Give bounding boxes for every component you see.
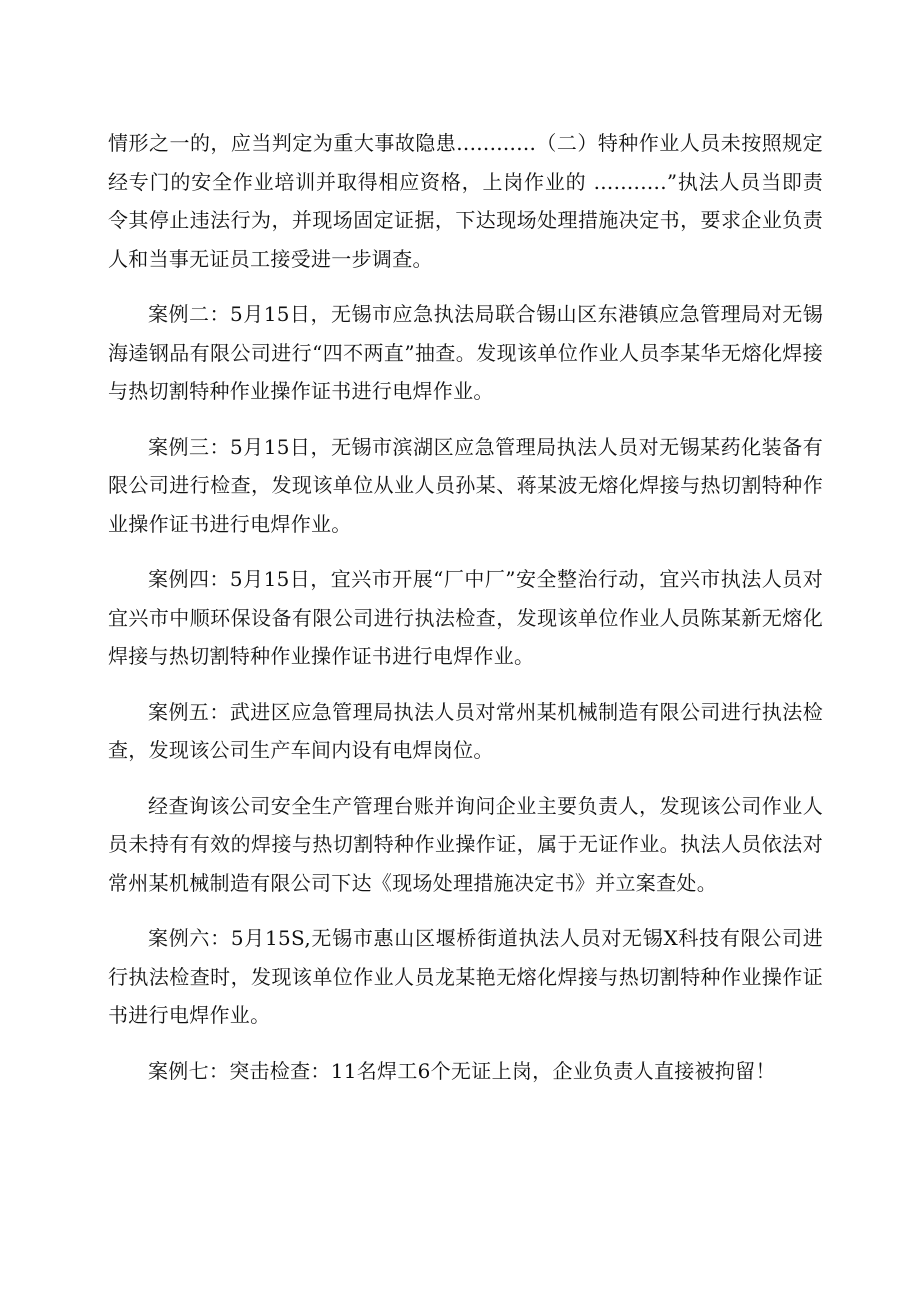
paragraph-case-5-details: 经查询该公司安全生产管理台账并询问企业主要负责人，发现该公司作业人员未持有有效的焊接与热切割特种作业操作证，属于无证作业。执法人员依法对常州某机械制造有限公司下达《现场处理措施决定书》并立案查处。 (108, 793, 823, 895)
paragraph-case-7: 案例七：突击检查：11名焊工6个无证上岗，企业负责人直接被拘留！ (148, 1058, 776, 1083)
paragraph-case-3: 案例三：5月15日，无锡市滨湖区应急管理局执法人员对无锡某药化装备有限公司进行检查，发现该单位从业人员孙某、蒋某波无熔化焊接与热切割特种作业操作证书进行电焊作业。 (108, 434, 823, 536)
document-body (108, 124, 823, 1107)
paragraph-case-2: 案例二：5月15日，无锡市应急执法局联合锡山区东港镇应急管理局对无锡海逵钢品有限公司进行“四不两直”抽查。发现该单位作业人员李某华无熔化焊接与热切割特种作业操作证书进行电焊作业。 (108, 302, 823, 403)
paragraph-case-5: 案例五：武进区应急管理局执法人员对常州某机械制造有限公司进行执法检查，发现该公司生产车间内设有电焊岗位。 (108, 699, 823, 762)
paragraph-continuation: 情形之一的，应当判定为重大事故隐患............（二）特种作业人员未按照规定经专门的安全作业培训并取得相应资格，上岗作业的 ...........”执法人员当即责令其停止违法行为，并现场固定证据，下达现场处理措施决定书，要求企业负责人和当事无证员工接受进一步调查。 (108, 131, 823, 271)
paragraph-case-6: 案例六：5月15S,无锡市惠山区堰桥街道执法人员对无锡X科技有限公司进行执法检查时，发现该单位作业人员龙某艳无熔化焊接与热切割特种作业操作证书进行电焊作业。 (108, 926, 823, 1027)
paragraph-case-4: 案例四：5月15日，宜兴市开展“厂中厂”安全整治行动，宜兴市执法人员对宜兴市中顺环保设备有限公司进行执法检查，发现该单位作业人员陈某新无熔化焊接与热切割特种作业操作证书进行电焊作业。 (108, 567, 823, 668)
